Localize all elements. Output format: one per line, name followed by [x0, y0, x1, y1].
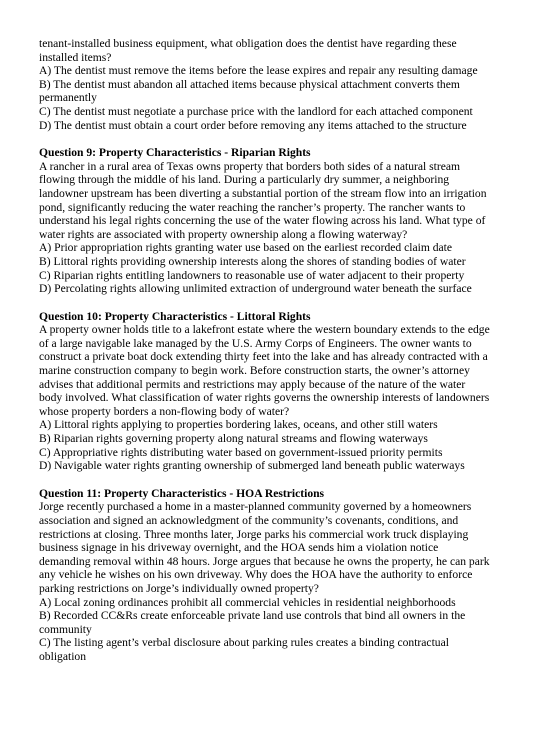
- body-line: water rights are associated with property ownership along a flowing waterway?: [39, 227, 408, 241]
- answer-option-d: D) Percolating rights allowing unlimited extraction of underground water beneath the surface: [39, 282, 472, 296]
- answer-option-b: B) Littoral rights providing ownership interests along the shores of standing bodies of water: [39, 254, 466, 268]
- body-line: parking restrictions on Jorge’s individually owned property?: [39, 581, 319, 595]
- body-line: construct a private boat dock extending thirty feet into the lake and has already contracted with a: [39, 350, 488, 364]
- answer-option-b: B) Riparian rights governing property along natural streams and flowing waterways: [39, 432, 428, 446]
- answer-option-c: C) Riparian rights entitling landowners to reasonable use of water adjacent to their property: [39, 268, 465, 282]
- body-line: of a large navigable lake managed by the U.S. Army Corps of Engineers. The owner wants to: [39, 336, 472, 350]
- answer-option-b-cont: community: [39, 622, 92, 636]
- question-title: Question 11: Property Characteristics - HOA Restrictions: [39, 486, 325, 500]
- answer-option-c: C) Appropriative rights distributing water based on government-issued priority permits: [39, 445, 443, 459]
- body-line: business signage in his driveway overnight, and the HOA sends him a violation notice: [39, 541, 439, 555]
- answer-option-c: C) The dentist must negotiate a purchase price with the landlord for each attached component: [39, 104, 473, 118]
- question-10: [39, 310, 528, 473]
- continuation-block: [39, 37, 528, 132]
- question-9: [39, 146, 528, 296]
- body-line: A property owner holds title to a lakefront estate where the western boundary extends to the edge: [39, 323, 490, 337]
- body-line: understand his legal rights concerning the use of the water flowing across his land. What type of: [39, 214, 486, 228]
- answer-option-c: C) The listing agent’s verbal disclosure about parking rules creates a binding contractual: [39, 636, 449, 650]
- body-line: whose property borders a non-flowing body of water?: [39, 404, 290, 418]
- answer-option-b-cont: permanently: [39, 91, 97, 105]
- body-line: marine construction company to begin work. Before construction starts, the owner’s attorney: [39, 364, 470, 378]
- answer-option-d: D) Navigable water rights granting ownership of submerged land beneath public waterways: [39, 459, 465, 473]
- question-title: Question 9: Property Characteristics - Riparian Rights: [39, 146, 311, 160]
- question-11: [39, 487, 528, 664]
- body-line: installed items?: [39, 50, 112, 64]
- body-line: A rancher in a rural area of Texas owns property that borders both sides of a natural stream: [39, 159, 461, 173]
- answer-option-a: A) Littoral rights applying to properties bordering lakes, oceans, and other still waters: [39, 418, 438, 432]
- answer-option-d: D) The dentist must obtain a court order before removing any items attached to the structure: [39, 118, 467, 132]
- answer-option-b: B) Recorded CC&Rs create enforceable private land use controls that bind all owners in the: [39, 609, 466, 623]
- body-line: pond, significantly reducing the water reaching the rancher’s property. The rancher wants to: [39, 200, 466, 214]
- body-line: association and signed an acknowledgment of the community’s covenants, conditions, and: [39, 514, 459, 527]
- body-line: flowing through the middle of his land. During a particularly dry summer, a neighboring: [39, 173, 450, 187]
- body-line: tenant-installed business equipment, what obligation does the dentist have regarding these: [39, 37, 457, 50]
- body-line: landowner upstream has been diverting a substantial portion of the stream flow into an irrigation: [39, 186, 487, 200]
- answer-option-a: A) Local zoning ordinances prohibit all commercial vehicles in residential neighborhoods: [39, 595, 456, 609]
- body-line: advises that additional permits and restrictions may apply because of the nature of the water: [39, 377, 466, 391]
- question-title: Question 10: Property Characteristics - Littoral Rights: [39, 309, 311, 323]
- body-line: body involved. What classification of water rights governs the ownership interests of landowners: [39, 391, 490, 405]
- answer-option-c-cont: obligation: [39, 649, 87, 663]
- body-line: demanding removal within 48 hours. Jorge argues that because he owns the property, he can park: [39, 554, 490, 568]
- body-line: Jorge recently purchased a home in a master-planned community governed by a homeowners: [39, 500, 472, 514]
- body-line: restrictions at closing. Three months later, Jorge parks his commercial work truck displaying: [39, 527, 469, 541]
- body-line: any vehicle he wishes on his own driveway. Why does the HOA have the authority to enforce: [39, 568, 473, 582]
- answer-option-b: B) The dentist must abandon all attached items because physical attachment converts them: [39, 77, 460, 91]
- answer-option-a: A) The dentist must remove the items before the lease expires and repair any resulting damage: [39, 64, 478, 78]
- answer-option-a: A) Prior appropriation rights granting water use based on the earliest recorded claim date: [39, 241, 453, 255]
